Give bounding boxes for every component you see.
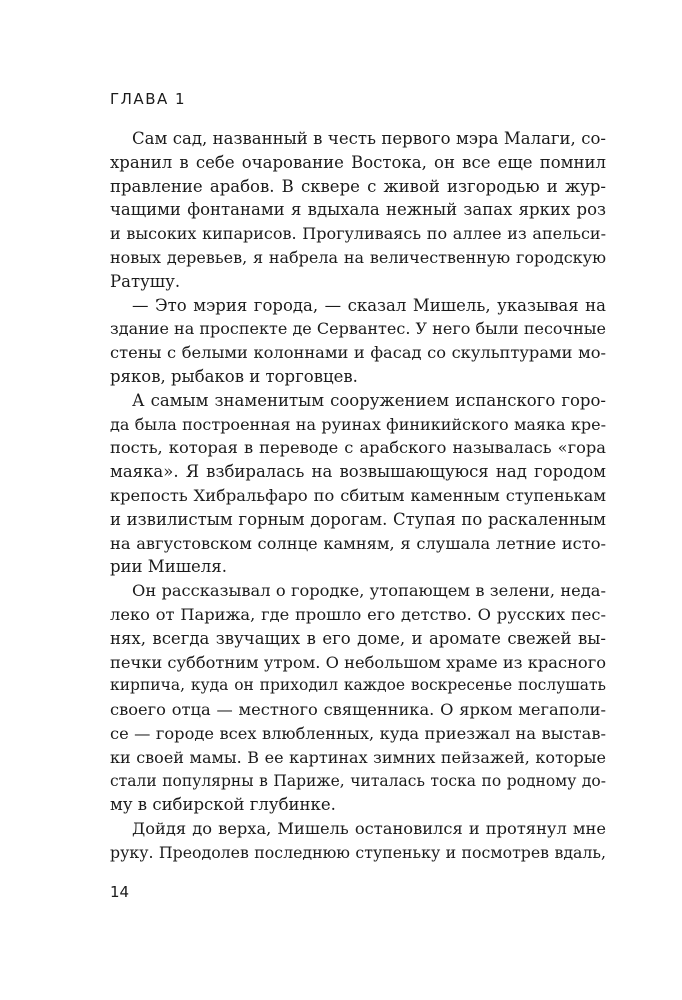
- text-line: правление арабов. В сквере с живой изгородью и жур-: [110, 176, 606, 196]
- text-line: му в сибирской глубинке.: [110, 795, 336, 815]
- text-line: А самым знаменитым сооружением испанского горо-: [132, 390, 606, 410]
- text-line: хранил в себе очарование Востока, он все еще помнил: [110, 152, 606, 172]
- chapter-heading: ГЛАВА 1: [110, 90, 187, 108]
- text-line: — Это мэрия города, — сказал Мишель, указывая на: [132, 295, 606, 315]
- text-line: и высоких кипарисов. Прогуливаясь по аллее из апельси-: [110, 224, 606, 244]
- page-number: 14: [110, 883, 130, 901]
- text-line: пость, которая в переводе с арабского называлась «гора: [110, 438, 606, 458]
- text-line: ряков, рыбаков и торговцев.: [110, 366, 358, 386]
- text-line: Ратушу.: [110, 271, 181, 291]
- text-line: печки субботним утром. О небольшом храме из красного: [110, 652, 606, 672]
- text-line: своего отца — местного священника. О ярком мегаполи-: [110, 700, 606, 720]
- text-line: Сам сад, названный в честь первого мэра Малаги, со-: [132, 129, 606, 148]
- text-line: стены с белыми колоннами и фасад со скульптурами мо-: [110, 343, 606, 363]
- text-line: рии Мишеля.: [110, 557, 227, 577]
- text-line: руку. Преодолев последнюю ступеньку и посмотрев вдаль,: [110, 842, 606, 862]
- text-line: крепость Хибральфаро по сбитым каменным ступенькам: [110, 485, 606, 505]
- text-line: ки своей мамы. В ее картинах зимних пейзажей, которые: [110, 747, 606, 767]
- body-text: [110, 127, 606, 865]
- text-line: Дойдя до верха, Мишель остановился и протянул мне: [132, 819, 606, 839]
- text-line: нях, всегда звучащих в его доме, и аромате свежей вы-: [110, 628, 606, 648]
- text-line: маяка». Я взбиралась на возвышающуюся над городом: [110, 462, 606, 482]
- text-line: здание на проспекте де Сервантес. У него были песочные: [110, 319, 606, 339]
- text-line: на августовском солнце камням, я слушала летние исто-: [110, 533, 606, 553]
- text-line: кирпича, куда он приходил каждое воскресенье послушать: [110, 676, 606, 695]
- text-line: се — городе всех влюбленных, куда приезжал на выстав-: [110, 723, 606, 743]
- text-line: леко от Парижа, где прошло его детство. О русских пес-: [110, 604, 606, 624]
- text-line: и извилистым горным дорогам. Ступая по раскаленным: [110, 509, 606, 529]
- text-line: Он рассказывал о городке, утопающем в зелени, неда-: [132, 581, 606, 601]
- text-line: стали популярны в Париже, читалась тоска по родному до-: [110, 771, 606, 790]
- text-line: новых деревьев, я набрела на величественную городскую: [110, 247, 606, 267]
- text-line: да была построенная на руинах финикийского маяка кре-: [110, 414, 606, 434]
- text-line: чащими фонтанами я вдыхала нежный запах ярких роз: [110, 200, 606, 220]
